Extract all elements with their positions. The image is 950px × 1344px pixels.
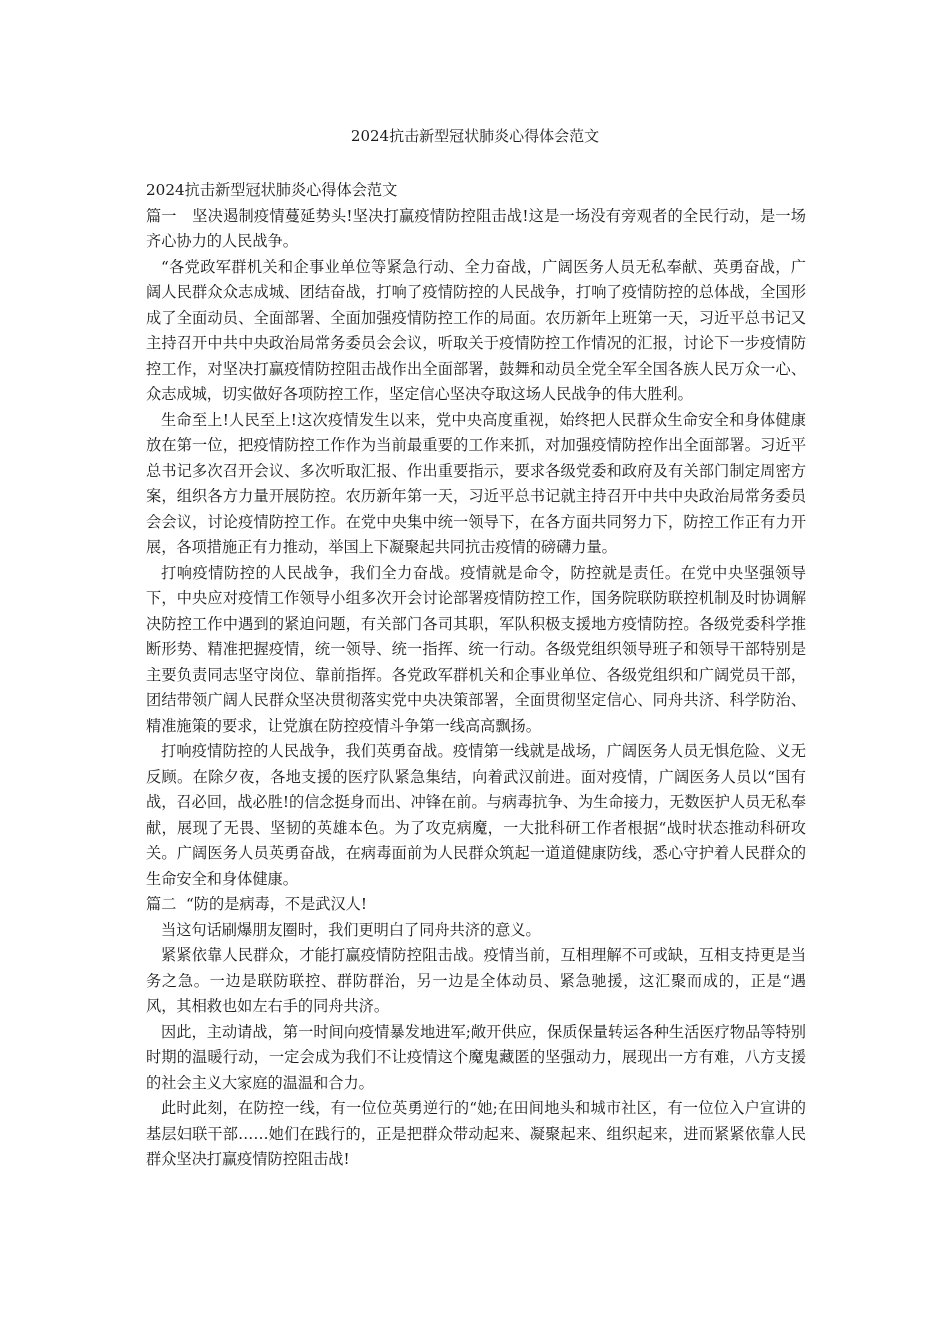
section1-label: 篇一 [146, 206, 177, 225]
section2-paragraph-4: 此时此刻，在防控一线，有一位位英勇逆行的“她;在田间地头和城市社区，有一位位入户宣讲的基层妇联干部……她们在践行的，正是把群众带动起来、凝聚起来、组织起来，进而紧紧依靠人民群众坚决打赢疫情防控阻击战! [146, 1099, 806, 1168]
section2-paragraph-1: 当这句话刷爆朋友圈时，我们更明白了同舟共济的意义。 [161, 920, 541, 939]
section2-lead-text: “防的是病毒，不是武汉人! [186, 895, 367, 913]
document-subtitle: 2024抗击新型冠状肺炎心得体会范文 [146, 181, 398, 199]
document-title: 2024抗击新型冠状肺炎心得体会范文 [350, 127, 600, 145]
section2-label: 篇二 [146, 895, 177, 913]
section2-paragraph-3: 因此，主动请战，第一时间向疫情暴发地进军;敞开供应，保质保量转运各种生活医疗物品等特别时期的温暖行动，一定会成为我们不让疫情这个魔鬼藏匿的坚强动力，展现出一方有难，八方支援的社会主义大家庭的温温和合力。 [146, 1022, 806, 1092]
section1-paragraph-2: 生命至上!人民至上!这次疫情发生以来，党中央高度重视，始终把人民群众生命安全和身体健康放在第一位，把疫情防控工作作为当前最重要的工作来抓，对加强疫情防控作出全面部署。习近平总书记多次召开会议、多次听取汇报、作出重要指示，要求各级党委和政府及有关部门制定周密方案，组织各方力量开展防控。农历新年第一天，习近平总书记就主持召开中共中央政治局常务委员会会议，讨论疫情防控工作。在党中央集中统一领导下，在各方面共同努力下，防控工作正有力开展，各项措施正有力推动，举国上下凝聚起共同抗击疫情的磅礴力量。 [146, 410, 806, 556]
section2-lead-paragraph [146, 892, 806, 918]
section1-lead-paragraph [146, 204, 806, 255]
section2-paragraph-2: 紧紧依靠人民群众，才能打赢疫情防控阻击战。疫情当前，互相理解不可或缺，互相支持更是当务之急。一边是联防联控、群防群治，另一边是全体动员、紧急驰援，这汇聚而成的，正是“遇风，其相救也如左右手的同舟共济。 [146, 946, 806, 1015]
section1-paragraph-1: “各党政军群机关和企事业单位等紧急行动、全力奋战，广阔医务人员无私奉献、英勇奋战，广阔人民群众众志成城、团结奋战，打响了疫情防控的人民战争，打响了疫情防控的总体战，全国形成了全面动员、全面部署、全面加强疫情防控工作的局面。农历新年上班第一天，习近平总书记又主持召开中共中央政治局常务委员会会议，听取关于疫情防控工作情况的汇报，讨论下一步疫情防控工作，对坚决打赢疫情防控阻击战作出全面部署，鼓舞和动员全党全军全国各族人民万众一心、众志成城，切实做好各项防控工作，坚定信心坚决夺取这场人民战争的伟大胜利。 [146, 257, 806, 403]
section1-lead-text: 坚决遏制疫情蔓延势头!坚决打赢疫情防控阻击战!这是一场没有旁观者的全民行动，是一场齐心协力的人民战争。 [146, 206, 806, 250]
section1-paragraph-3: 打响疫情防控的人民战争，我们全力奋战。疫情就是命令，防控就是责任。在党中央坚强领导下，中央应对疫情工作领导小组多次开会讨论部署疫情防控工作，国务院联防联控机制及时协调解决防控工作中遇到的紧迫问题，有关部门各司其职，军队积极支援地方疫情防控。各级党委科学推断形势、精准把握疫情，统一领导、统一指挥、统一行动。各级党组织领导班子和领导干部特别是主要负责同志坚守岗位、靠前指挥。各党政军群机关和企事业单位、各级党组织和广阔党员干部，团结带领广阔人民群众坚决贯彻落实党中央决策部署，全面贯彻坚定信心、同舟共济、科学防治、精准施策的要求，让党旗在防控疫情斗争第一线高高飘扬。 [146, 563, 806, 735]
document-body [146, 178, 806, 1173]
section1-paragraph-4: 打响疫情防控的人民战争，我们英勇奋战。疫情第一线就是战场，广阔医务人员无惧危险、义无反顾。在除夕夜，各地支援的医疗队紧急集结，向着武汉前进。面对疫情，广阔医务人员以“国有战，召必回，战必胜!的信念挺身而出、冲锋在前。与病毒抗争、为生命接力，无数医护人员无私奉献，展现了无畏、坚韧的英雄本色。为了攻克病魔，一大批科研工作者根据“战时状态推动科研攻关。广阔医务人员英勇奋战，在病毒面前为人民群众筑起一道道健康防线，悉心守护着人民群众的生命安全和身体健康。 [146, 742, 806, 888]
